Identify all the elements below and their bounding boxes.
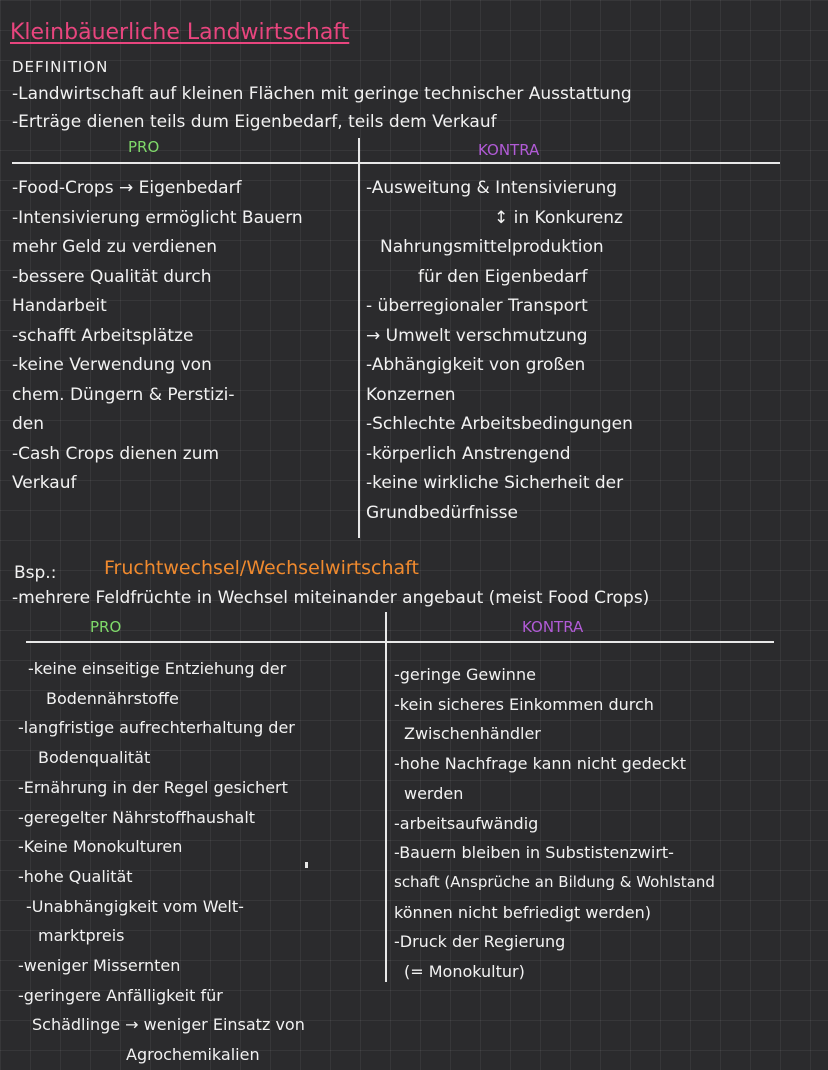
list-item: -Druck der Regierung xyxy=(394,932,566,952)
list-item: Bodennährstoffe xyxy=(46,688,179,708)
list-item: → Umwelt verschmutzung xyxy=(366,325,588,346)
pen-dot xyxy=(305,862,308,868)
list-item: Konzernen xyxy=(366,384,456,405)
list-item: marktpreis xyxy=(38,926,125,946)
list-item: Grundbedürfnisse xyxy=(366,502,518,523)
list-item: -geringe Gewinne xyxy=(394,665,536,684)
list-item: -Schlechte Arbeitsbedingungen xyxy=(366,414,633,434)
table1-header-rule xyxy=(12,162,780,164)
list-item: -keine Verwendung von xyxy=(12,355,212,375)
list-item: -Ernährung in der Regel gesichert xyxy=(18,777,288,797)
list-item: -bessere Qualität durch xyxy=(12,266,212,287)
list-item: Agrochemikalien xyxy=(126,1045,260,1065)
table1-pro-column xyxy=(12,174,303,499)
list-item: chem. Düngern & Perstizi- xyxy=(12,384,235,405)
table1-kontra-label: KONTRA xyxy=(478,141,540,159)
list-item: -Unabhängigkeit vom Welt- xyxy=(26,896,244,916)
list-item: -hohe Qualität xyxy=(18,866,133,886)
list-item: werden xyxy=(404,783,464,803)
table1-kontra-column xyxy=(366,174,633,528)
list-item: -Food-Crops → Eigenbedarf xyxy=(12,178,242,198)
list-item: Handarbeit xyxy=(12,296,107,316)
list-item: -keine wirkliche Sicherheit der xyxy=(366,473,624,493)
table1-divider xyxy=(358,138,360,538)
list-item: -hohe Nachfrage kann nicht gedeckt xyxy=(394,754,686,774)
table2-kontra-column xyxy=(394,660,715,987)
example-description: -mehrere Feldfrüchte in Wechsel miteinander angebaut (meist Food Crops) xyxy=(12,588,650,608)
table2-pro-label: PRO xyxy=(90,618,122,636)
list-item: können nicht befriedigt werden) xyxy=(394,902,651,922)
list-item: -Bauern bleiben in Substistenzwirt- xyxy=(394,843,674,863)
table2-divider xyxy=(385,612,387,982)
list-item: Bodenqualität xyxy=(38,748,151,768)
list-item: -schafft Arbeitsplätze xyxy=(12,325,194,346)
list-item: -Cash Crops dienen zum xyxy=(12,443,220,464)
list-item: -geregelter Nährstoffhaushalt xyxy=(18,807,256,827)
list-item: Zwischenhändler xyxy=(404,724,541,744)
list-item: -Abhängigkeit von großen xyxy=(366,355,586,375)
list-item: Verkauf xyxy=(12,473,77,493)
table2-kontra-label: KONTRA xyxy=(522,618,584,636)
list-item: Nahrungsmittelproduktion xyxy=(380,237,604,257)
list-item: -Intensivierung ermöglicht Bauern xyxy=(12,207,303,228)
table2-pro-column xyxy=(18,654,305,1070)
list-item: schaft (Ansprüche an Bildung & Wohlstand xyxy=(394,872,715,891)
example-label: Bsp.: xyxy=(14,563,57,583)
list-item: (= Monokultur) xyxy=(404,962,525,982)
list-item: den xyxy=(12,414,45,434)
list-item: -Ausweitung & Intensivierung xyxy=(366,178,618,198)
example-title: Fruchtwechsel/Wechselwirtschaft xyxy=(104,557,419,579)
list-item: -kein sicheres Einkommen durch xyxy=(394,694,654,714)
list-item: -arbeitsaufwändig xyxy=(394,813,539,833)
list-item: ↕ in Konkurenz xyxy=(494,207,623,228)
definition-line: -Erträge dienen teils dum Eigenbedarf, teils dem Verkauf xyxy=(12,112,497,132)
list-item: -Keine Monokulturen xyxy=(18,837,183,857)
list-item: - überregionaler Transport xyxy=(366,296,588,316)
list-item: mehr Geld zu verdienen xyxy=(12,237,218,257)
list-item: -langfristige aufrechterhaltung der xyxy=(18,718,295,738)
table2-header-rule xyxy=(26,641,774,643)
definition-line: -Landwirtschaft auf kleinen Flächen mit geringe technischer Ausstattung xyxy=(12,84,632,104)
page-title: Kleinbäuerliche Landwirtschaft xyxy=(10,20,350,45)
list-item: -körperlich Anstrengend xyxy=(366,443,571,464)
list-item: für den Eigenbedarf xyxy=(418,266,588,287)
list-item: Schädlinge → weniger Einsatz von xyxy=(32,1015,305,1035)
list-item: -geringere Anfälligkeit für xyxy=(18,985,223,1005)
list-item: -weniger Missernten xyxy=(18,956,181,976)
table1-pro-label: PRO xyxy=(128,138,160,156)
list-item: -keine einseitige Entziehung der xyxy=(28,659,287,678)
definition-heading: DEFINITION xyxy=(12,58,109,76)
